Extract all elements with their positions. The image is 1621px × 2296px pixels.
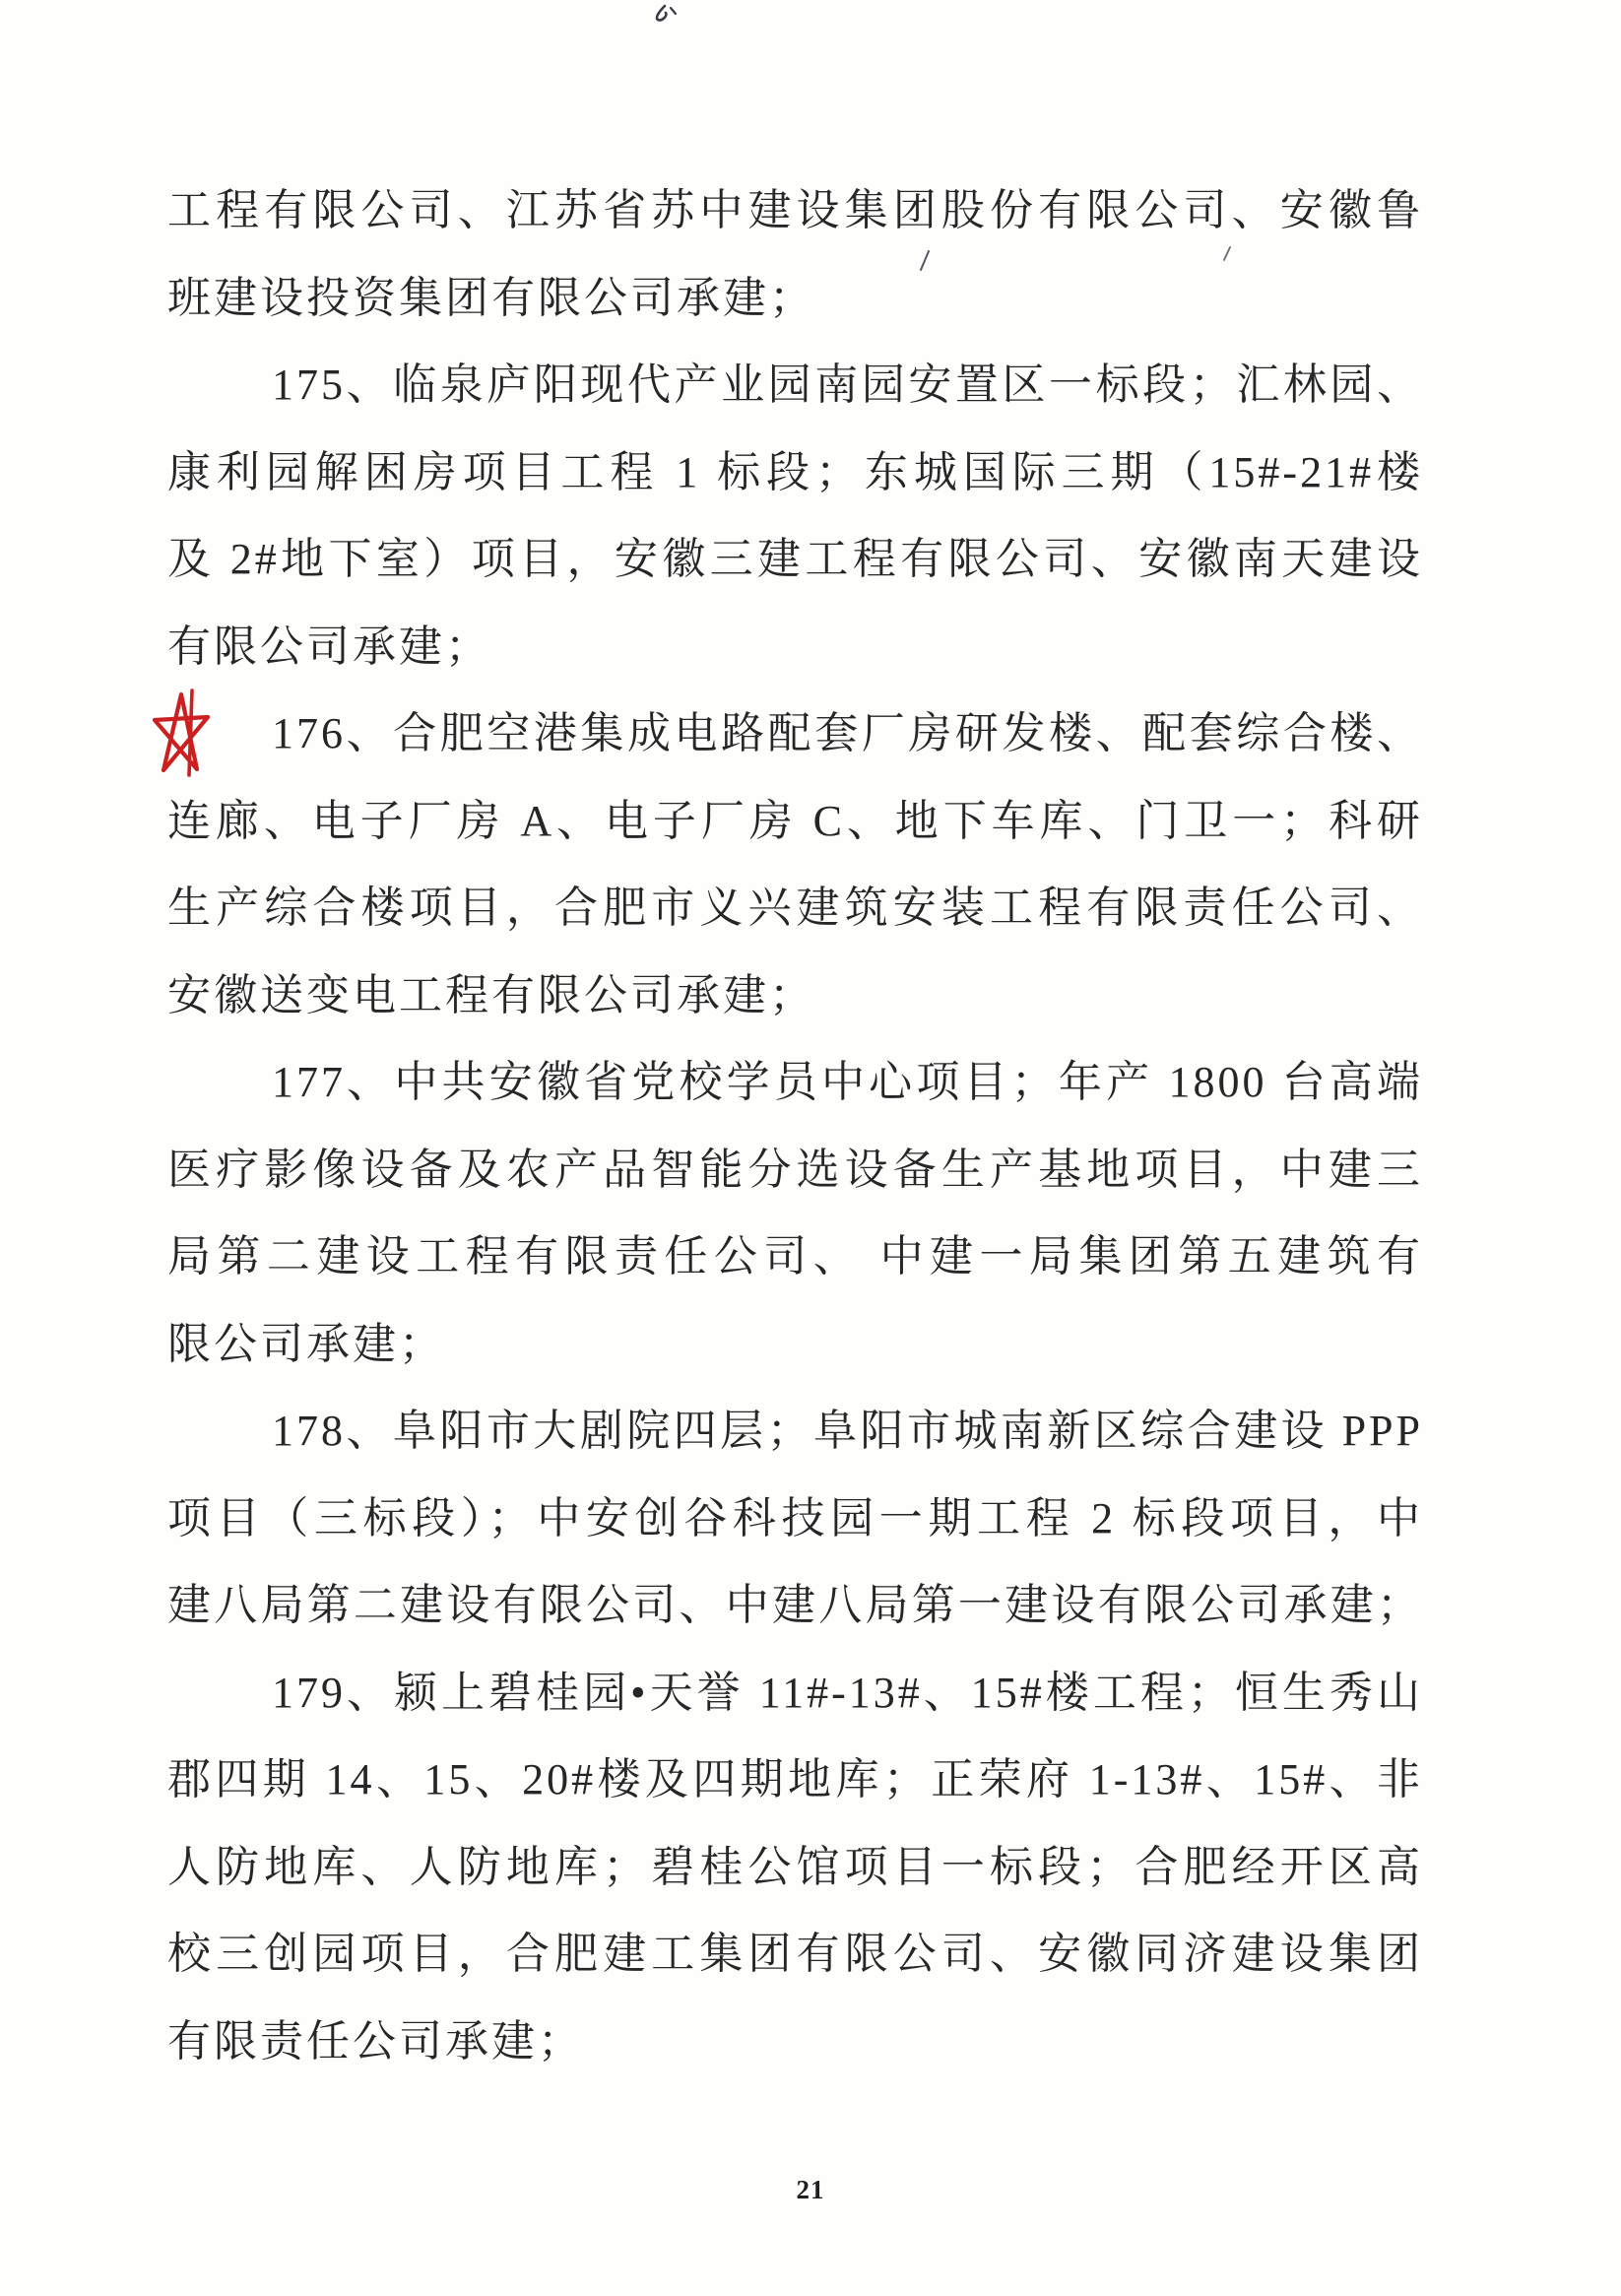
text-line: 生产综合楼项目，合肥市义兴建筑安装工程有限责任公司、 — [167, 884, 1423, 932]
text-line: 安徽送变电工程有限公司承建； — [167, 970, 815, 1019]
text-line: 校三创园项目，合肥建工集团有限公司、安徽同济建设集团 — [167, 1930, 1423, 1978]
text-line: 项目（三标段）；中安创谷科技园一期工程 2 标段项目，中 — [167, 1493, 1423, 1542]
text-line: 有限责任公司承建； — [167, 2016, 584, 2066]
text-line: 建八局第二建设有限公司、中建八局第一建设有限公司承建； — [167, 1581, 1423, 1629]
paragraph-176 — [167, 690, 1423, 1039]
text-line: 178、阜阳市大剧院四层；阜阳市城南新区综合建设 PPP — [272, 1407, 1423, 1455]
text-line: 177、中共安徽省党校学员中心项目；年产 1800 台高端 — [272, 1058, 1423, 1106]
paragraph-179 — [167, 1650, 1423, 2086]
text-line: 班建设投资集团有限公司承建； — [167, 273, 815, 322]
page-number: 21 — [796, 2175, 825, 2204]
paragraph-178 — [167, 1388, 1423, 1650]
text-line: 连廊、电子厂房 A、电子厂房 C、地下车库、门卫一；科研 — [167, 796, 1423, 845]
text-line: 有限公司承建； — [167, 622, 491, 671]
text-line: 179、颍上碧桂园•天誉 11#-13#、15#楼工程；恒生秀山 — [272, 1668, 1423, 1717]
text-line: 郡四期 14、15、20#楼及四期地库；正荣府 1-13#、15#、非 — [167, 1755, 1423, 1804]
text-line: 限公司承建； — [167, 1319, 445, 1368]
text-line: 局第二建设工程有限责任公司、 中建一局集团第五建筑有 — [167, 1232, 1423, 1280]
pen-squiggle-icon — [635, 2, 681, 39]
paragraph-174-continuation — [167, 167, 1423, 342]
text-line: 康利园解困房项目工程 1 标段；东城国际三期（15#-21#楼 — [167, 447, 1423, 496]
paragraph-175 — [167, 342, 1423, 690]
document-text-block — [167, 167, 1423, 2085]
text-line: 176、合肥空港集成电路配套厂房研发楼、配套综合楼、 — [272, 709, 1423, 757]
text-line: 医疗影像设备及农产品智能分选设备生产基地项目，中建三 — [167, 1145, 1423, 1194]
paragraph-177 — [167, 1039, 1423, 1388]
text-line: 及 2#地下室）项目，安徽三建工程有限公司、安徽南天建设 — [167, 535, 1423, 583]
text-line: 工程有限公司、江苏省苏中建设集团股份有限公司、安徽鲁 — [167, 186, 1423, 234]
text-line: 175、临泉庐阳现代产业园南园安置区一标段；汇林园、 — [272, 361, 1423, 409]
text-line: 人防地库、人防地库；碧桂公馆项目一标段；合肥经开区高 — [167, 1842, 1423, 1891]
